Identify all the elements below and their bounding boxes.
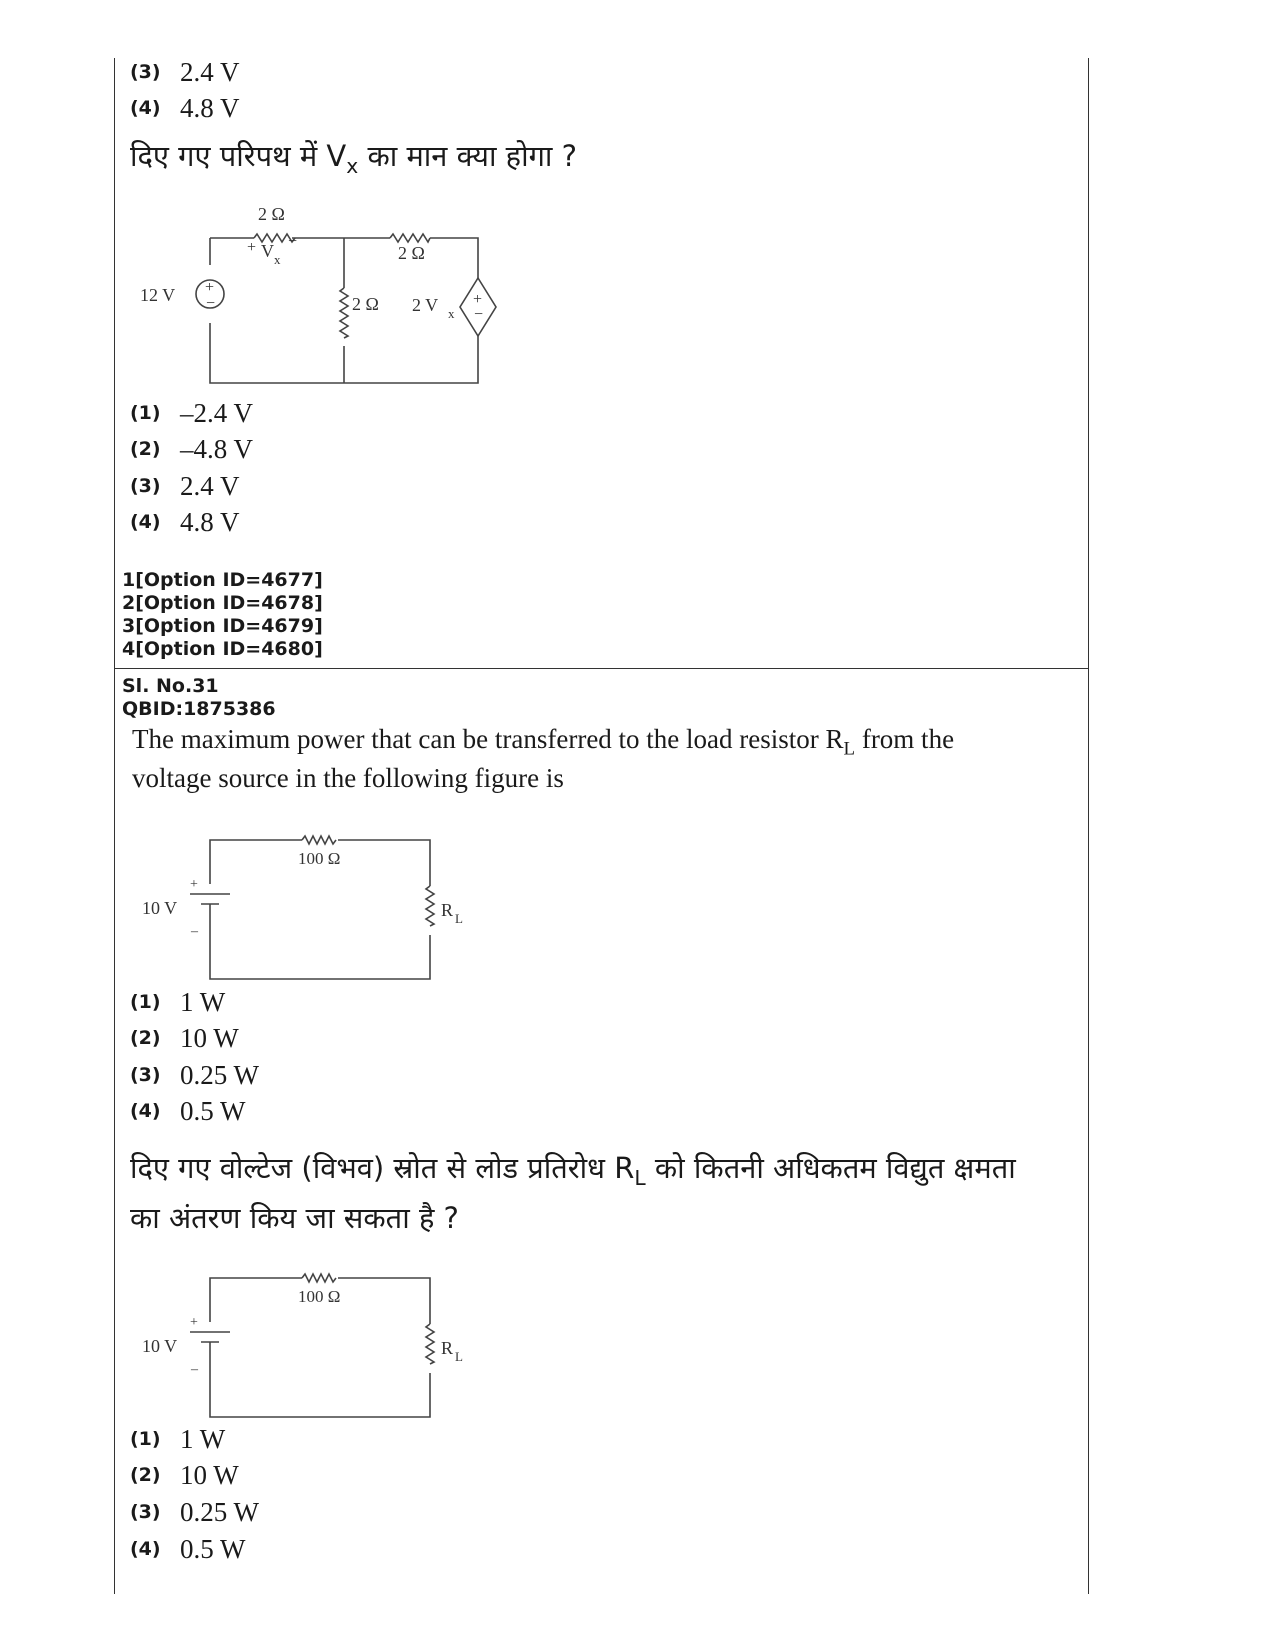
option-id: 4[Option ID=4680] <box>122 638 323 660</box>
option-value: 4.8 V <box>180 92 240 123</box>
option-value: 2.4 V <box>180 56 240 87</box>
option-number: (4) <box>130 1538 161 1560</box>
resistor-middle <box>340 288 348 338</box>
label-2vx-sub: x <box>448 306 455 321</box>
option-value: 1 W <box>180 1423 226 1454</box>
option-id: 2[Option ID=4678] <box>122 592 323 614</box>
option-id: 1[Option ID=4677] <box>122 569 323 591</box>
resistor-top-right <box>390 234 430 242</box>
vx-minus: − <box>288 233 298 250</box>
option-number: (3) <box>130 1064 161 1086</box>
dep-minus: − <box>474 306 484 323</box>
label-rl: R <box>441 900 454 920</box>
question-text-hindi: दिए गए वोल्टेज (विभव) स्रोत से लोड प्रतिरोध $R_L$ को कितनी अधिकतम विद्युत क्षमता <box>130 1151 1016 1191</box>
option-item <box>130 90 240 126</box>
circuit-diagram-vx <box>130 198 510 393</box>
option-number: (4) <box>130 511 161 533</box>
option-number: (1) <box>130 1428 161 1450</box>
option-value: 2.4 V <box>180 470 240 501</box>
question-text-hindi: दिए गए परिपथ में $V_x$ का मान क्या होगा ? <box>130 139 578 179</box>
vx-sub: x <box>274 252 281 267</box>
option-number: (3) <box>130 1501 161 1523</box>
option-value: 0.5 W <box>180 1533 246 1564</box>
question-text-hindi-line2: का अंतरण किय जा सकता है ? <box>130 1201 459 1235</box>
option-value: 10 W <box>180 1459 239 1490</box>
option-number: (4) <box>130 1100 161 1122</box>
page-border-right <box>1088 58 1089 1594</box>
option-item <box>130 395 253 431</box>
option-item <box>130 431 253 467</box>
battery-minus: – <box>191 924 198 939</box>
option-number: (1) <box>130 402 161 424</box>
option-value: 4.8 V <box>180 506 240 537</box>
label-rl: R <box>441 1338 454 1358</box>
option-item <box>130 54 240 90</box>
option-number: (2) <box>130 1464 161 1486</box>
question-text-english-line2: voltage source in the following figure is <box>132 763 564 793</box>
option-number: (1) <box>130 991 161 1013</box>
label-10v: 10 V <box>142 1336 178 1356</box>
option-item <box>130 1531 246 1567</box>
vx-plus: + <box>247 239 257 256</box>
battery-plus: + <box>190 1315 198 1330</box>
option-number: (2) <box>130 438 161 460</box>
label-r-top-right: 2 Ω <box>398 243 425 263</box>
option-item <box>130 1494 259 1530</box>
option-number: (3) <box>130 61 161 83</box>
resistor-rl <box>426 886 434 926</box>
option-item <box>130 984 225 1020</box>
option-number: (2) <box>130 1027 161 1049</box>
label-100: 100 Ω <box>298 849 341 868</box>
battery-plus: + <box>190 877 198 892</box>
question-text-english: The maximum power that can be transferred to the load resistor $R_L$ from the <box>132 724 955 760</box>
option-number: (4) <box>130 97 161 119</box>
vx-label: V <box>261 241 274 261</box>
qbid: QBID:1875386 <box>122 698 276 720</box>
option-value: 1 W <box>180 986 226 1017</box>
battery <box>190 1332 230 1342</box>
option-item <box>130 468 240 504</box>
question-divider <box>114 668 1089 669</box>
option-item <box>130 1421 225 1457</box>
battery <box>190 894 230 904</box>
label-10v: 10 V <box>142 898 178 918</box>
option-item <box>130 504 240 540</box>
option-value: 10 W <box>180 1022 239 1053</box>
label-2vx: 2 V <box>412 295 439 315</box>
option-value: –2.4 V <box>180 397 254 428</box>
option-item <box>130 1457 239 1493</box>
page-border-left <box>114 58 115 1594</box>
option-item <box>130 1093 246 1129</box>
option-number: (3) <box>130 475 161 497</box>
option-value: –4.8 V <box>180 433 254 464</box>
option-value: 0.25 W <box>180 1059 259 1090</box>
option-id: 3[Option ID=4679] <box>122 615 323 637</box>
dep-plus: + <box>473 291 483 308</box>
source-plus: + <box>205 279 215 296</box>
option-value: 0.25 W <box>180 1496 259 1527</box>
resistor-rl <box>426 1324 434 1364</box>
option-item <box>130 1020 239 1056</box>
label-rl-sub: L <box>455 911 463 926</box>
circuit-diagram-rl <box>130 824 480 989</box>
source-minus: − <box>206 295 216 312</box>
option-value: 0.5 W <box>180 1095 246 1126</box>
circuit-diagram-rl-hindi <box>130 1262 480 1427</box>
label-r-middle: 2 Ω <box>352 294 379 314</box>
label-rl-sub: L <box>455 1349 463 1364</box>
label-12v: 12 V <box>140 285 176 305</box>
battery-minus: – <box>191 1362 198 1377</box>
label-100: 100 Ω <box>298 1287 341 1306</box>
resistor-100 <box>302 836 336 844</box>
serial-number: Sl. No.31 <box>122 675 219 697</box>
label-r-top-left: 2 Ω <box>258 204 285 224</box>
resistor-100 <box>302 1274 336 1282</box>
option-item <box>130 1057 259 1093</box>
